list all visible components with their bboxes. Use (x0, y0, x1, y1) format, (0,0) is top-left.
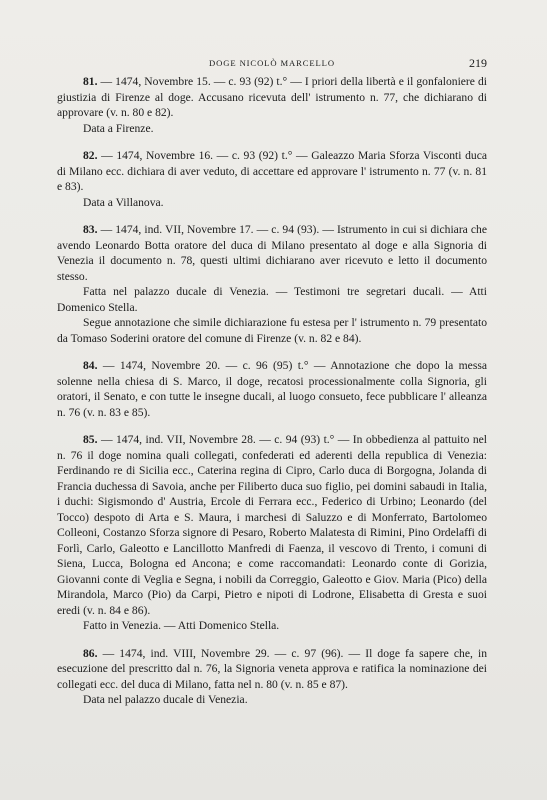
entry-86-head (57, 646, 487, 693)
entry-81-note: Data a Firenze. (83, 121, 154, 135)
entry-84-number: 84. (83, 359, 98, 372)
entry-83 (57, 222, 487, 346)
entry-85-head (57, 432, 487, 618)
entry-84 (57, 358, 487, 420)
entry-82-head (57, 148, 487, 195)
entry-81 (57, 74, 487, 136)
entry-84-text: — 1474, Novembre 20. — c. 96 (95) t.° — Annotazione che dopo la messa solenne nella chiesa di S. Marco, il doge, recatosi processionalmente colla Signoria, gli oratori, il Senato, e con tutte le insegne ducali, al luogo consueto, fece pubblicare l' alleanza n. 76 (v. n. 83 e 85). (57, 359, 488, 419)
page-number: 219 (469, 56, 487, 70)
entry-86 (57, 646, 487, 708)
entry-82-text: — 1474, Novembre 16. — c. 93 (92) t.° — Galeazzo Maria Sforza Visconti duca di Milano ecc. dichiara di aver veduto, di accettare ed approvare l' istrumento n. 77 (v. n. 81 e 83). (57, 149, 487, 193)
entry-85-note: Fatto in Venezia. — Atti Domenico Stella. (83, 619, 280, 632)
entry-83-text: — 1474, ind. VII, Novembre 17. — c. 94 (93). — Istrumento in cui si dichiara che avendo Leonardo Botta oratore del duca di Milano presentato al doge e alla Signoria di Venezia il documento n. 78, questi ultimi dichiarano aver ricevuto e letto il documento stesso. (57, 223, 487, 283)
entry-83-note: Segue annotazione che simile dichiarazione fu estesa per l' istrumento n. 79 presentato da Tomaso Soderini oratore del comune di Firenze (v. n. 82 e 84). (57, 316, 487, 345)
entry-82 (57, 148, 487, 210)
document-body (57, 74, 487, 720)
entry-85-number: 85. (83, 433, 98, 446)
running-head: DOGE NICOLÒ MARCELLO (209, 58, 335, 68)
entry-83-head (57, 222, 487, 284)
entry-86-note: Data nel palazzo ducale di Venezia. (83, 693, 248, 706)
entry-81-text: — 1474, Novembre 15. — c. 93 (92) t.° — I priori della libertà e il gonfaloniere di giustizia di Firenze al doge. Accusano ricevuta dell' istrumento n. 77, che dichiarano di approvare (v. n. 80 e 82). (57, 75, 487, 119)
entry-83-number: 83. (83, 223, 98, 236)
page-header (57, 57, 487, 71)
entry-86-text: — 1474, ind. VIII, Novembre 29. — c. 97 (96). — Il doge fa sapere che, in esecuzione del prescritto dal n. 76, la Signoria veneta approva e ratifica la nominazione dei collegati ecc. del duca di Milano, fatta nel n. 80 (v. n. 85 e 87). (57, 646, 487, 691)
entry-82-number: 82. (83, 149, 98, 162)
entry-82-note: Data a Villanova. (83, 195, 164, 209)
entry-81-number: 81. (83, 75, 98, 88)
entry-83-note: Fatta nel palazzo ducale di Venezia. — Testimoni tre segretari ducali. — Atti Domenico Stella. (57, 285, 487, 314)
entry-85 (57, 432, 487, 634)
entry-85-text: — 1474, ind. VII, Novembre 28. — c. 94 (93) t.° — In obbedienza al pattuito nel n. 76 il doge nomina quali collegati, confederati ed aderenti della republica di Venezia: Ferdinando re di Sicilia ecc., Caterina regina di Cipro, Carlo duca di Borgogna, Jolanda di Francia duchessa di Savoia, anche per Filiberto duca suo figlio, pei domini sabaudi in Italia, i duchi: Sigismondo d' Austria, Ercole di Ferrara ecc., Federico di Urbino; Leonardo (del Tocco) despoto di Arta e S. Maura, i marchesi di Saluzzo e di Monferrato, Bartolomeo Colleoni, Costanzo Sforza signore di Pesaro, Roberto Malatesta di Rimini, Pino Ordelaffi di Forlì, Carlo, Galeotto e Lancillotto Manfredi di Faenza, il vescovo di Trento, i comuni di Siena, Lucca, Bologna ed Ancona; e come raccomandati: Leonardo conte di Gorizia, Giovanni conte di Veglia e Segna, i nobili da Correggio, Galeotto e Giov. Maria (Pico) della Mirandola, Marco (Pio) da Carpi, Pietro e nipoti di Lodrone, Elisabetta di Gresta e suoi eredi (v. n. 84 e 86). (57, 433, 487, 617)
entry-86-number: 86. (83, 646, 98, 660)
entry-84-head (57, 358, 487, 420)
entry-81-head (57, 74, 487, 121)
